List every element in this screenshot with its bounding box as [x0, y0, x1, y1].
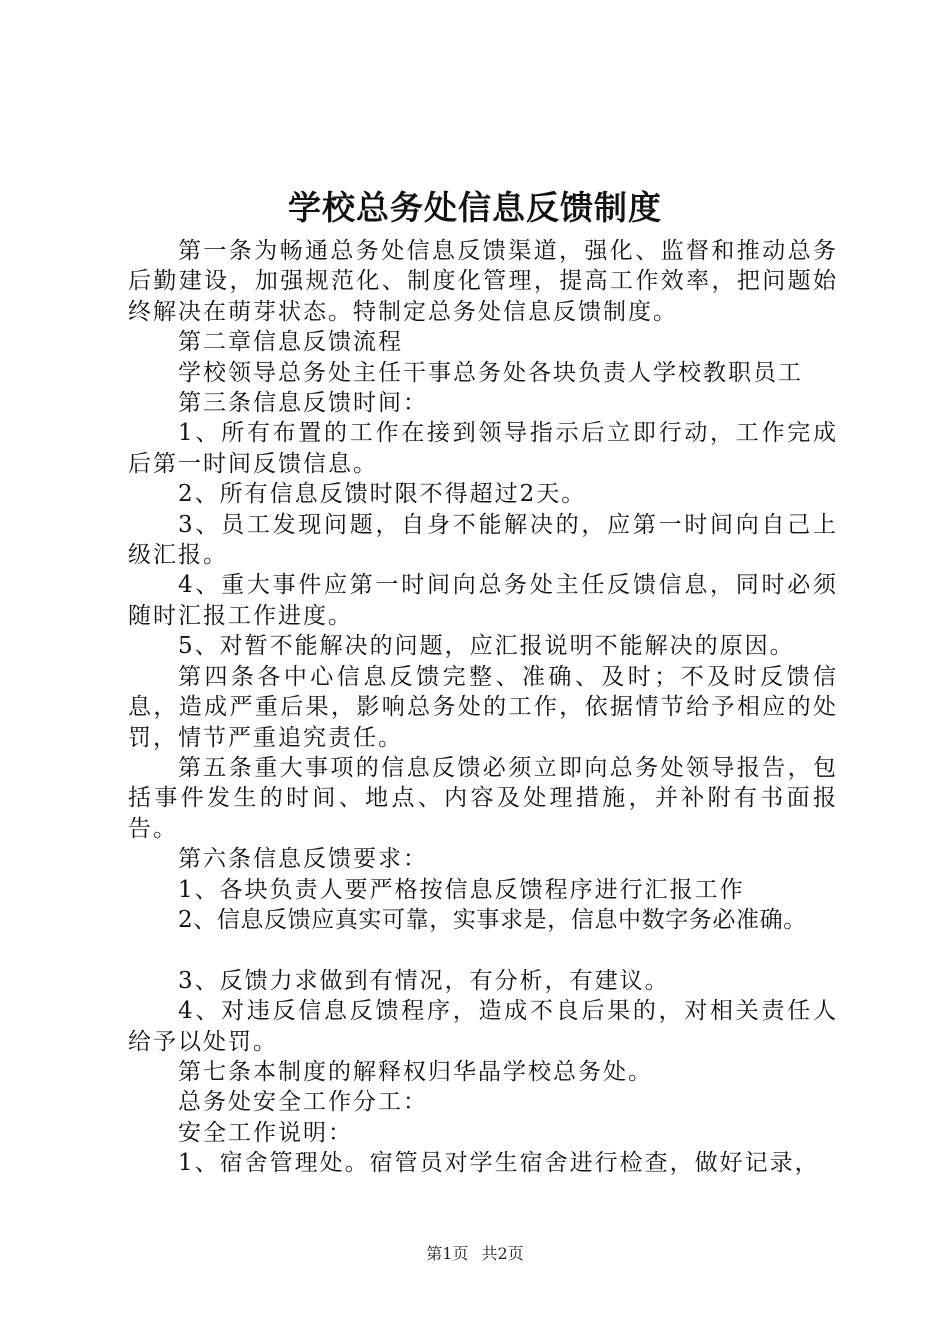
paragraph-chapter-2: 第二章信息反馈流程 — [178, 329, 403, 356]
paragraph-item-6-3: 3、反馈力求做到有情况，有分析，有建议。 — [178, 967, 670, 994]
page-total: 共2页 — [481, 1244, 524, 1263]
page-number: 第1页 — [426, 1244, 469, 1263]
paragraph-article-7: 第七条本制度的解释权归华晶学校总务处。 — [178, 1058, 653, 1085]
paragraph-article-3: 第三条信息反馈时间： — [178, 390, 428, 417]
paragraph-item-6-1: 1、各块负责人要严格按信息反馈程序进行汇报工作 — [178, 876, 745, 903]
paragraph-item-6-4: 4、对违反信息反馈程序，造成不良后果的，对相关责任人给予以处罚。 — [128, 998, 838, 1055]
paragraph-item-3-2: 2、所有信息反馈时限不得超过2天。 — [178, 481, 587, 508]
paragraph-item-3-1: 1、所有布置的工作在接到领导指示后立即行动，工作完成后第一时间反馈信息。 — [128, 420, 838, 477]
paragraph-flow-chain: 学校领导总务处主任干事总务处各块负责人学校教职员工 — [178, 359, 803, 386]
paragraph-item-3-3: 3、员工发现问题，自身不能解决的，应第一时间向自己上级汇报。 — [128, 511, 838, 569]
paragraph-item-6-2: 2、信息反馈应真实可靠，实事求是，信息中数字务必准确。 — [178, 906, 807, 933]
paragraph-article-1: 第一条为畅通总务处信息反馈渠道，强化、监督和推动总务后勤建设，加强规范化、制度化管理，提高工作效率，把问题始终解决在萌芽状态。特制定总务处信息反馈制度。 — [128, 238, 838, 325]
paragraph-safety-division: 总务处安全工作分工： — [178, 1089, 428, 1116]
paragraph-safety-notes: 安全工作说明： — [178, 1119, 353, 1146]
paragraph-gap — [128, 935, 838, 965]
paragraph-article-4: 第四条各中心信息反馈完整、准确、及时；不及时反馈信息，造成严重后果，影响总务处的工作，依据情节给予相应的处罚，情节严重追究责任。 — [128, 663, 838, 751]
paragraph-article-5: 第五条重大事项的信息反馈必须立即向总务处领导报告，包括事件发生的时间、地点、内容及处理措施，并补附有书面报告。 — [128, 754, 838, 842]
page-footer — [0, 1244, 950, 1264]
paragraph-safety-item-1: 1、宿舍管理处。宿管员对学生宿舍进行检查，做好记录， — [178, 1150, 820, 1177]
paragraph-article-6: 第六条信息反馈要求： — [178, 846, 428, 873]
paragraph-item-3-5: 5、对暂不能解决的问题，应汇报说明不能解决的原因。 — [178, 633, 795, 660]
document-title: 学校总务处信息反馈制度 — [288, 188, 662, 227]
document-body — [128, 236, 838, 1179]
paragraph-item-3-4: 4、重大事件应第一时间向总务处主任反馈信息，同时必须随时汇报工作进度。 — [128, 572, 838, 629]
